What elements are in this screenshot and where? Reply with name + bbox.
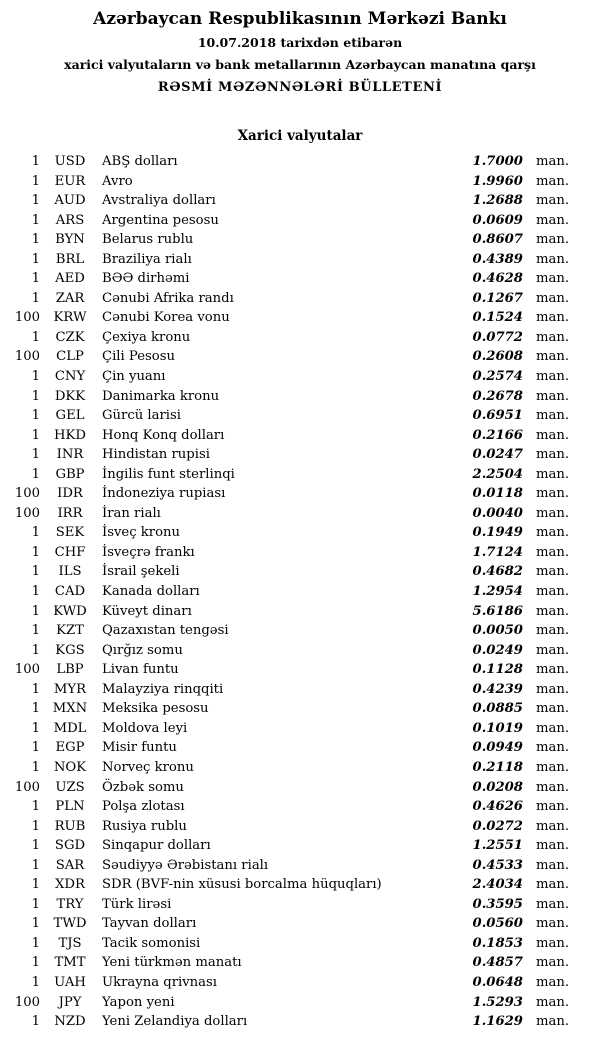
rate-row — [0, 582, 600, 602]
currency-name-cell: Cənubi Korea vonu — [102, 310, 230, 326]
currency-code-cell: NZD — [54, 1014, 86, 1030]
currency-name-cell: İsveç kronu — [102, 525, 181, 541]
quantity-cell: 100 — [14, 662, 40, 678]
rate-row — [0, 602, 600, 622]
currency-code-cell: KZT — [56, 623, 84, 639]
rate-row — [0, 621, 600, 641]
currency-name-cell: İsrail şekeli — [102, 564, 180, 580]
currency-code-cell: USD — [54, 154, 86, 169]
rate-row — [0, 641, 600, 661]
unit-cell: man. — [536, 212, 570, 228]
quantity-cell: 1 — [31, 154, 40, 169]
unit-cell: man. — [536, 681, 570, 697]
currency-code-cell: CZK — [55, 329, 85, 345]
unit-cell: man. — [536, 818, 570, 834]
quantity-cell: 1 — [31, 173, 40, 189]
rate-row — [0, 465, 600, 485]
rate-row — [0, 934, 600, 954]
unit-cell: man. — [536, 916, 570, 932]
unit-cell: man. — [536, 896, 570, 912]
currency-code-cell: ILS — [58, 564, 82, 580]
rate-value-cell: 0.0272 — [472, 818, 523, 834]
quantity-cell: 100 — [14, 994, 40, 1010]
currency-code-cell: DKK — [54, 388, 86, 404]
currency-name-cell: İsveçrə frankı — [102, 544, 195, 560]
currency-name-cell: Livan funtu — [102, 662, 179, 678]
currency-name-cell: Avstraliya dolları — [102, 193, 216, 209]
currency-code-cell: HKD — [54, 427, 86, 443]
quantity-cell: 1 — [31, 857, 40, 873]
currency-name-cell: Norveç kronu — [102, 759, 194, 775]
rate-row — [0, 308, 600, 328]
unit-cell: man. — [536, 525, 570, 541]
rate-row — [0, 562, 600, 582]
quantity-cell: 1 — [31, 974, 40, 990]
quantity-cell: 100 — [14, 310, 40, 326]
currency-code-cell: GEL — [55, 408, 85, 424]
currency-name-cell: ABŞ dolları — [102, 154, 178, 169]
rate-value-cell: 0.4626 — [472, 799, 523, 815]
currency-code-cell: SGD — [54, 838, 86, 854]
effective-date-line: 10.07.2018 tarixdən etibarən — [197, 35, 403, 50]
rate-row — [0, 1012, 600, 1032]
rate-row — [0, 660, 600, 680]
quantity-cell: 100 — [14, 349, 40, 365]
rate-row — [0, 699, 600, 719]
rate-row — [0, 738, 600, 758]
quantity-cell: 1 — [31, 369, 40, 385]
rate-value-cell: 0.3595 — [472, 896, 523, 912]
rate-row — [0, 445, 600, 465]
rate-value-cell: 0.0040 — [472, 505, 523, 521]
unit-cell: man. — [536, 505, 570, 521]
unit-cell: man. — [536, 701, 570, 717]
currency-name-cell: Rusiya rublu — [102, 818, 187, 834]
unit-cell: man. — [536, 955, 570, 971]
unit-cell: man. — [536, 779, 570, 795]
rate-value-cell: 0.2166 — [472, 427, 523, 443]
currency-name-cell: BƏƏ dirhəmi — [102, 271, 190, 287]
currency-code-cell: IRR — [57, 505, 83, 521]
rate-row — [0, 347, 600, 367]
quantity-cell: 100 — [14, 505, 40, 521]
currency-name-cell: Argentina pesosu — [102, 212, 219, 228]
currency-name-cell: Küveyt dinarı — [102, 603, 192, 619]
rate-row — [0, 211, 600, 231]
rate-value-cell: 1.2551 — [472, 838, 523, 854]
currency-code-cell: AUD — [54, 193, 86, 209]
currency-code-cell: XDR — [55, 877, 85, 893]
unit-cell: man. — [536, 974, 570, 990]
unit-cell: man. — [536, 740, 570, 756]
currency-code-cell: INR — [56, 447, 84, 463]
quantity-cell: 1 — [31, 896, 40, 912]
unit-cell: man. — [536, 447, 570, 463]
quantity-cell: 1 — [31, 447, 40, 463]
rate-value-cell: 0.0648 — [472, 974, 523, 990]
rate-row — [0, 719, 600, 739]
unit-cell: man. — [536, 623, 570, 639]
unit-cell: man. — [536, 584, 570, 600]
rate-value-cell: 0.1019 — [472, 720, 523, 736]
currency-code-cell: CAD — [54, 584, 86, 600]
quantity-cell: 1 — [31, 681, 40, 697]
unit-cell: man. — [536, 799, 570, 815]
quantity-cell: 100 — [14, 779, 40, 795]
rate-row — [0, 152, 600, 172]
rate-value-cell: 0.0885 — [472, 701, 523, 717]
quantity-cell: 1 — [31, 720, 40, 736]
currency-name-cell: Belarus rublu — [102, 232, 194, 248]
quantity-cell: 1 — [31, 466, 40, 482]
rate-row — [0, 895, 600, 915]
currency-code-cell: KGS — [55, 642, 85, 658]
rate-value-cell: 1.5293 — [472, 994, 523, 1010]
rate-value-cell: 0.0772 — [472, 329, 523, 345]
quantity-cell: 1 — [31, 955, 40, 971]
currency-name-cell: Çin yuanı — [102, 369, 166, 385]
rate-row — [0, 484, 600, 504]
currency-code-cell: IDR — [57, 486, 83, 502]
quantity-cell: 1 — [31, 759, 40, 775]
quantity-cell: 1 — [31, 427, 40, 443]
bulletin-subtitle: xarici valyutaların və bank metallarının Azərbaycan manatına qarşı — [64, 57, 536, 72]
currency-code-cell: CNY — [54, 369, 86, 385]
rate-row — [0, 680, 600, 700]
bulletin-title: RƏSMİ MƏZƏNNƏLƏRİ BÜLLETENİ — [157, 80, 443, 95]
currency-name-cell: Sinqapur dolları — [102, 838, 211, 854]
currency-name-cell: Malayziya rinqqiti — [102, 681, 224, 697]
currency-name-cell: Qazaxıstan tengəsi — [102, 623, 229, 639]
quantity-cell: 1 — [31, 544, 40, 560]
currency-name-cell: Hindistan rupisi — [102, 447, 210, 463]
unit-cell: man. — [536, 994, 570, 1010]
unit-cell: man. — [536, 759, 570, 775]
bank-name-title: Azərbaycan Respublikasının Mərkəzi Bankı — [93, 9, 507, 29]
rate-value-cell: 0.0208 — [472, 779, 523, 795]
currency-name-cell: İran rialı — [102, 505, 161, 521]
unit-cell: man. — [536, 857, 570, 873]
currency-name-cell: Cənubi Afrika randı — [102, 290, 234, 306]
quantity-cell: 1 — [31, 525, 40, 541]
quantity-cell: 1 — [31, 1014, 40, 1030]
unit-cell: man. — [536, 310, 570, 326]
rate-row — [0, 856, 600, 876]
rate-row — [0, 817, 600, 837]
currency-code-cell: SAR — [55, 857, 85, 873]
unit-cell: man. — [536, 408, 570, 424]
rate-value-cell: 1.9960 — [472, 173, 523, 189]
currency-name-cell: Özbək somu — [102, 779, 184, 795]
rate-value-cell: 2.2504 — [472, 466, 523, 482]
rate-row — [0, 993, 600, 1013]
rate-value-cell: 0.4857 — [472, 955, 523, 971]
rate-row — [0, 797, 600, 817]
quantity-cell: 1 — [31, 838, 40, 854]
unit-cell: man. — [536, 232, 570, 248]
unit-cell: man. — [536, 193, 570, 209]
currency-code-cell: KWD — [53, 603, 87, 619]
unit-cell: man. — [536, 251, 570, 267]
unit-cell: man. — [536, 642, 570, 658]
rate-row — [0, 778, 600, 798]
currency-code-cell: CHF — [54, 544, 86, 560]
unit-cell: man. — [536, 466, 570, 482]
currency-name-cell: İngilis funt sterlinqi — [102, 466, 235, 482]
rate-value-cell: 0.1853 — [472, 935, 523, 951]
currency-name-cell: Yeni türkmən manatı — [102, 955, 242, 971]
currency-name-cell: Misir funtu — [102, 740, 177, 756]
unit-cell: man. — [536, 388, 570, 404]
rate-row — [0, 406, 600, 426]
unit-cell: man. — [536, 290, 570, 306]
currency-name-cell: Səudiyyə Ərəbistanı rialı — [102, 857, 269, 873]
rate-value-cell: 0.0249 — [472, 642, 523, 658]
quantity-cell: 1 — [31, 584, 40, 600]
rate-value-cell: 0.2574 — [472, 369, 523, 385]
quantity-cell: 1 — [31, 818, 40, 834]
currency-code-cell: TWD — [53, 916, 87, 932]
currency-name-cell: Çexiya kronu — [102, 329, 191, 345]
quantity-cell: 1 — [31, 916, 40, 932]
rates-table — [0, 152, 600, 1032]
currency-name-cell: İndoneziya rupiası — [102, 486, 226, 502]
rate-value-cell: 0.0118 — [472, 486, 523, 502]
rate-value-cell: 1.7124 — [472, 544, 523, 560]
rate-value-cell: 0.2118 — [472, 759, 523, 775]
quantity-cell: 1 — [31, 408, 40, 424]
unit-cell: man. — [536, 935, 570, 951]
unit-cell: man. — [536, 877, 570, 893]
rate-value-cell: 0.6951 — [472, 408, 523, 424]
quantity-cell: 1 — [31, 193, 40, 209]
rate-row — [0, 191, 600, 211]
currency-name-cell: Moldova leyi — [102, 720, 188, 736]
currency-code-cell: EUR — [54, 173, 86, 189]
rate-row — [0, 973, 600, 993]
rate-value-cell: 0.2608 — [472, 349, 523, 365]
currency-name-cell: Braziliya rialı — [102, 251, 192, 267]
currency-code-cell: BRL — [55, 251, 85, 267]
currency-code-cell: RUB — [54, 818, 86, 834]
currency-code-cell: TJS — [58, 935, 82, 951]
unit-cell: man. — [536, 662, 570, 678]
quantity-cell: 100 — [14, 486, 40, 502]
unit-cell: man. — [536, 486, 570, 502]
currency-name-cell: Yapon yeni — [102, 994, 175, 1010]
rate-value-cell: 0.0247 — [472, 447, 523, 463]
quantity-cell: 1 — [31, 799, 40, 815]
currency-name-cell: Danimarka kronu — [102, 388, 220, 404]
quantity-cell: 1 — [31, 232, 40, 248]
rate-value-cell: 1.7000 — [472, 154, 523, 169]
currency-code-cell: UAH — [54, 974, 86, 990]
rate-row — [0, 269, 600, 289]
currency-code-cell: SEK — [55, 525, 85, 541]
unit-cell: man. — [536, 173, 570, 189]
unit-cell: man. — [536, 349, 570, 365]
quantity-cell: 1 — [31, 877, 40, 893]
rate-row — [0, 875, 600, 895]
currency-name-cell: Avro — [102, 173, 133, 189]
rate-value-cell: 0.2678 — [472, 388, 523, 404]
currency-name-cell: Qırğız somu — [102, 642, 183, 658]
rate-value-cell: 0.8607 — [472, 232, 523, 248]
quantity-cell: 1 — [31, 701, 40, 717]
currency-code-cell: KRW — [53, 310, 87, 326]
currency-name-cell: Gürcü larisi — [102, 408, 181, 424]
currency-code-cell: JPY — [58, 994, 82, 1010]
unit-cell: man. — [536, 544, 570, 560]
rate-value-cell: 0.0050 — [472, 623, 523, 639]
rate-value-cell: 1.1629 — [472, 1014, 523, 1030]
unit-cell: man. — [536, 154, 570, 169]
quantity-cell: 1 — [31, 642, 40, 658]
unit-cell: man. — [536, 271, 570, 287]
rate-value-cell: 0.4533 — [472, 857, 523, 873]
quantity-cell: 1 — [31, 271, 40, 287]
currency-name-cell: Tayvan dolları — [102, 916, 197, 932]
quantity-cell: 1 — [31, 564, 40, 580]
unit-cell: man. — [536, 1014, 570, 1030]
currency-code-cell: UZS — [55, 779, 85, 795]
currency-name-cell: SDR (BVF-nin xüsusi borcalma hüquqları) — [102, 877, 382, 893]
rate-value-cell: 0.0609 — [472, 212, 523, 228]
rate-value-cell: 2.4034 — [472, 877, 523, 893]
currency-name-cell: Çili Pesosu — [102, 349, 175, 365]
quantity-cell: 1 — [31, 623, 40, 639]
currency-name-cell: Tacik somonisi — [102, 935, 201, 951]
currency-name-cell: Yeni Zelandiya dolları — [102, 1014, 248, 1030]
rate-value-cell: 0.0949 — [472, 740, 523, 756]
currency-name-cell: Ukrayna qrivnası — [102, 974, 218, 990]
rate-value-cell: 0.4628 — [472, 271, 523, 287]
currency-code-cell: GBP — [55, 466, 85, 482]
currency-code-cell: TMT — [54, 955, 86, 971]
rate-value-cell: 0.1267 — [472, 290, 523, 306]
quantity-cell: 1 — [31, 290, 40, 306]
currency-name-cell: Kanada dolları — [102, 584, 200, 600]
currency-name-cell: Meksika pesosu — [102, 701, 209, 717]
currency-name-cell: Türk lirəsi — [102, 896, 172, 912]
quantity-cell: 1 — [31, 740, 40, 756]
rate-value-cell: 0.4239 — [472, 681, 523, 697]
rate-row — [0, 543, 600, 563]
currency-code-cell: MXN — [52, 701, 88, 717]
section-title-foreign-currencies: Xarici valyutalar — [237, 128, 363, 144]
rate-value-cell: 1.2954 — [472, 584, 523, 600]
currency-code-cell: PLN — [55, 799, 85, 815]
rate-row — [0, 758, 600, 778]
rate-row — [0, 953, 600, 973]
currency-code-cell: BYN — [55, 232, 85, 248]
unit-cell: man. — [536, 720, 570, 736]
rate-row — [0, 230, 600, 250]
rate-value-cell: 0.0560 — [472, 916, 523, 932]
rate-value-cell: 1.2688 — [472, 193, 523, 209]
currency-code-cell: TRY — [56, 896, 84, 912]
currency-code-cell: NOK — [53, 759, 87, 775]
quantity-cell: 1 — [31, 329, 40, 345]
rate-row — [0, 504, 600, 524]
rate-row — [0, 172, 600, 192]
rate-row — [0, 328, 600, 348]
quantity-cell: 1 — [31, 935, 40, 951]
unit-cell: man. — [536, 427, 570, 443]
currency-code-cell: AED — [55, 271, 85, 287]
currency-name-cell: Honq Konq dolları — [102, 427, 225, 443]
rate-row — [0, 289, 600, 309]
bulletin-header — [0, 8, 600, 97]
quantity-cell: 1 — [31, 212, 40, 228]
currency-code-cell: ARS — [55, 212, 85, 228]
currency-code-cell: MYR — [53, 681, 87, 697]
currency-code-cell: ZAR — [55, 290, 85, 306]
rate-row — [0, 250, 600, 270]
rate-row — [0, 914, 600, 934]
rate-row — [0, 387, 600, 407]
rate-value-cell: 0.4389 — [472, 251, 523, 267]
currency-code-cell: LBP — [56, 662, 84, 678]
rate-value-cell: 0.1128 — [472, 662, 523, 678]
rate-value-cell: 0.1949 — [472, 525, 523, 541]
unit-cell: man. — [536, 369, 570, 385]
rate-row — [0, 523, 600, 543]
rate-row — [0, 367, 600, 387]
rate-value-cell: 0.4682 — [472, 564, 523, 580]
quantity-cell: 1 — [31, 388, 40, 404]
currency-name-cell: Polşa zlotası — [102, 799, 185, 815]
currency-code-cell: MDL — [53, 720, 87, 736]
currency-code-cell: EGP — [55, 740, 85, 756]
quantity-cell: 1 — [31, 251, 40, 267]
rate-value-cell: 5.6186 — [472, 603, 523, 619]
currency-code-cell: CLP — [56, 349, 84, 365]
rate-value-cell: 0.1524 — [472, 310, 523, 326]
unit-cell: man. — [536, 838, 570, 854]
rate-row — [0, 836, 600, 856]
unit-cell: man. — [536, 564, 570, 580]
quantity-cell: 1 — [31, 603, 40, 619]
unit-cell: man. — [536, 603, 570, 619]
rate-row — [0, 426, 600, 446]
unit-cell: man. — [536, 329, 570, 345]
